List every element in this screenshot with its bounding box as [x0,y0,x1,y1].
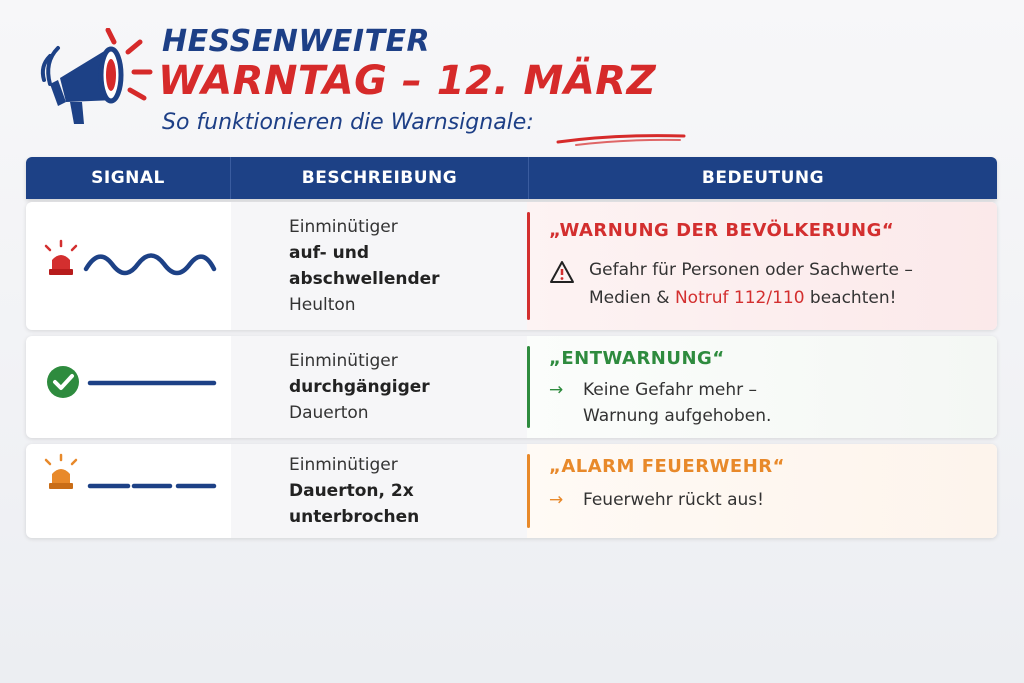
meaning-title: „WARNUNG DER BEVÖLKERUNG“ [549,220,895,241]
meaning-line: Keine Gefahr mehr – [583,380,758,400]
desc-bold-line: Dauerton, 2x [289,481,414,501]
desc-bold-line: abschwellender [289,269,440,289]
warning-triangle-icon [549,260,575,284]
accent-bar [527,212,530,320]
desc-bold-line: durchgängiger [289,377,430,397]
accent-bar [527,454,530,528]
warning-signals-table [26,157,997,527]
desc-bold-line: auf- und [289,243,370,263]
column-header-signal: SIGNAL [26,157,231,199]
description-cell [231,444,527,538]
description-cell [231,202,527,330]
table-header [26,157,997,199]
accent-bar [527,346,530,428]
desc-line: Einminütiger [289,455,398,475]
decorative-swoosh [556,132,686,146]
wave-signal-line [26,202,231,330]
table-row [26,336,997,438]
desc-line: Einminütiger [289,351,398,371]
desc-line: Heulton [289,295,356,315]
meaning-cell [527,336,997,438]
dashed-signal-line [26,444,231,538]
solid-signal-line [26,336,231,438]
description-cell [231,336,527,438]
meaning-cell [527,202,997,330]
emergency-number: Notruf 112/110 [674,288,805,308]
column-header-meaning: BEDEUTUNG [701,168,825,188]
signal-cell [26,336,231,438]
subtitle: So funktionieren die Warnsignale: [162,110,534,135]
desc-line: Einminütiger [289,217,398,237]
signal-cell [26,202,231,330]
meaning-line: Feuerwehr rückt aus! [583,490,764,510]
meaning-line: Medien & Notruf 112/110 beachten! [589,288,897,308]
signal-cell [26,444,231,538]
table-row [26,444,997,538]
desc-line: Dauerton [289,403,369,423]
header [36,14,736,154]
title-line1: HESSENWEITER [162,24,431,59]
meaning-line: Gefahr für Personen oder Sachwerte – [589,260,913,280]
column-header-description: BESCHREIBUNG [231,157,529,199]
megaphone-icon [36,28,156,138]
meaning-title: „ENTWARNUNG“ [549,348,725,369]
desc-bold-line: unterbrochen [289,507,420,527]
arrow-icon: → [549,490,564,510]
meaning-cell [527,444,997,538]
title-line2: WARNTAG – 12. MÄRZ [158,58,657,104]
arrow-icon: → [549,380,564,400]
meaning-line: Warnung aufgehoben. [583,406,772,426]
meaning-title: „ALARM FEUERWEHR“ [549,456,785,477]
table-row [26,202,997,330]
